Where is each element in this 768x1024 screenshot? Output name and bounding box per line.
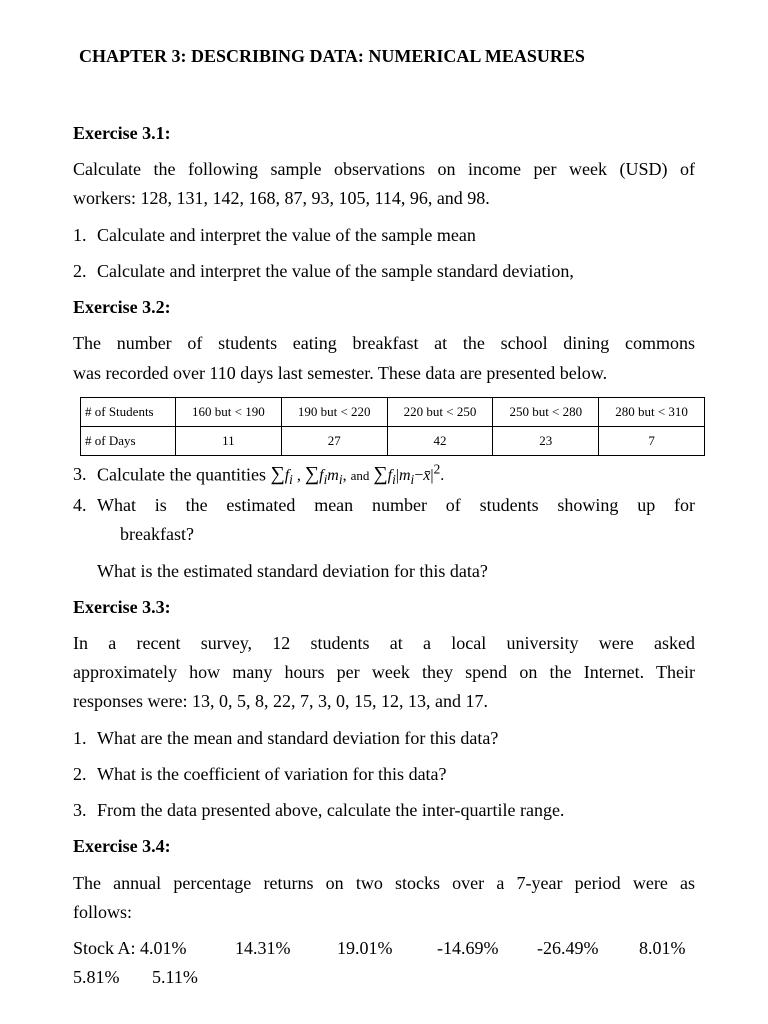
table-row-label: # of Days [81, 427, 176, 456]
table-row [81, 398, 705, 427]
chapter-title: CHAPTER 3: DESCRIBING DATA: NUMERICAL MEASURES [79, 46, 585, 66]
question-number: 3. [73, 464, 87, 485]
exercise-3-2-intro-line1: The number of students eating breakfast at the school dining commons [73, 333, 695, 353]
and-text: and [350, 468, 370, 484]
exercise-3-1-question-2 [73, 257, 695, 286]
question-text: Calculate and interpret the value of the sample standard deviation, [97, 261, 574, 281]
table-row [81, 427, 705, 456]
stock-a-value: 5.11% [152, 967, 198, 987]
question-number: 1. [73, 728, 87, 748]
stock-a-value: 19.01% [337, 938, 393, 958]
table-cell: 190 but < 220 [281, 398, 387, 427]
stock-a-returns [73, 934, 695, 963]
exercise-3-2-question-5: What is the estimated standard deviation for this data? [97, 561, 488, 581]
exercise-3-2-question-4 [73, 491, 695, 520]
stock-a-value: 8.01% [639, 938, 686, 958]
question-number: 2. [73, 764, 87, 784]
exercise-3-1-intro-line2: workers: 128, 131, 142, 168, 87, 93, 105, 114, 96, and 98. [73, 188, 490, 208]
question-text: Calculate the quantities [97, 464, 266, 485]
table-cell: 160 but < 190 [176, 398, 282, 427]
exercise-3-3-intro-line2: approximately how many hours per week they spend on the Internet. Their [73, 662, 695, 682]
exercise-3-3-heading: Exercise 3.3: [73, 597, 171, 617]
stock-a-label: Stock A: 4.01% [73, 938, 187, 958]
table-cell: 11 [176, 427, 282, 456]
frequency-table [80, 397, 705, 456]
exercise-3-4-heading: Exercise 3.4: [73, 836, 171, 856]
table-cell: 42 [387, 427, 493, 456]
exercise-3-3-question-3 [73, 796, 695, 825]
stock-a-value: -14.69% [437, 938, 499, 958]
exercise-3-3-question-2 [73, 760, 695, 789]
stock-a-value: -26.49% [537, 938, 599, 958]
table-cell: 23 [493, 427, 599, 456]
exercise-3-4-intro-line2: follows: [73, 902, 133, 922]
exercise-3-2-question-4-cont: breakfast? [120, 524, 194, 544]
stock-a-returns-cont [73, 963, 695, 992]
stock-a-value: 5.81% [73, 967, 120, 987]
table-cell: 7 [599, 427, 705, 456]
table-row-label: # of Students [81, 398, 176, 427]
table-cell: 280 but < 310 [599, 398, 705, 427]
exercise-3-1-heading: Exercise 3.1: [73, 123, 171, 143]
exercise-3-2-question-3 [73, 455, 695, 495]
question-number: 3. [73, 800, 87, 820]
question-number: 1. [73, 225, 87, 245]
table-cell: 27 [281, 427, 387, 456]
exercise-3-1-intro-line1: Calculate the following sample observations on income per week (USD) of [73, 159, 695, 179]
table-cell: 250 but < 280 [493, 398, 599, 427]
stock-a-value: 14.31% [235, 938, 291, 958]
question-number: 4. [73, 495, 87, 515]
exercise-3-3-question-1 [73, 724, 695, 753]
exercise-3-4-intro-line1: The annual percentage returns on two stocks over a 7-year period were as [73, 873, 695, 893]
question-text: What is the estimated mean number of students showing up for [97, 495, 695, 515]
summation-formula: $\sum f_i$ , $\sum f_im_i$, and $\sum f_i|m_i-x̄|^2$. [270, 462, 445, 488]
exercise-3-1-question-1 [73, 221, 695, 250]
question-text: Calculate and interpret the value of the sample mean [97, 225, 476, 245]
question-text: What are the mean and standard deviation for this data? [97, 728, 499, 748]
question-text: What is the coefficient of variation for this data? [97, 764, 447, 784]
exercise-3-2-intro-line2: was recorded over 110 days last semester. These data are presented below. [73, 363, 608, 383]
table-cell: 220 but < 250 [387, 398, 493, 427]
exercise-3-3-intro-line1: In a recent survey, 12 students at a local university were asked [73, 633, 695, 653]
exercise-3-2-heading: Exercise 3.2: [73, 297, 171, 317]
question-text: From the data presented above, calculate the inter-quartile range. [97, 800, 565, 820]
exercise-3-3-intro-line3: responses were: 13, 0, 5, 8, 22, 7, 3, 0, 15, 12, 13, and 17. [73, 691, 488, 711]
question-number: 2. [73, 261, 87, 281]
